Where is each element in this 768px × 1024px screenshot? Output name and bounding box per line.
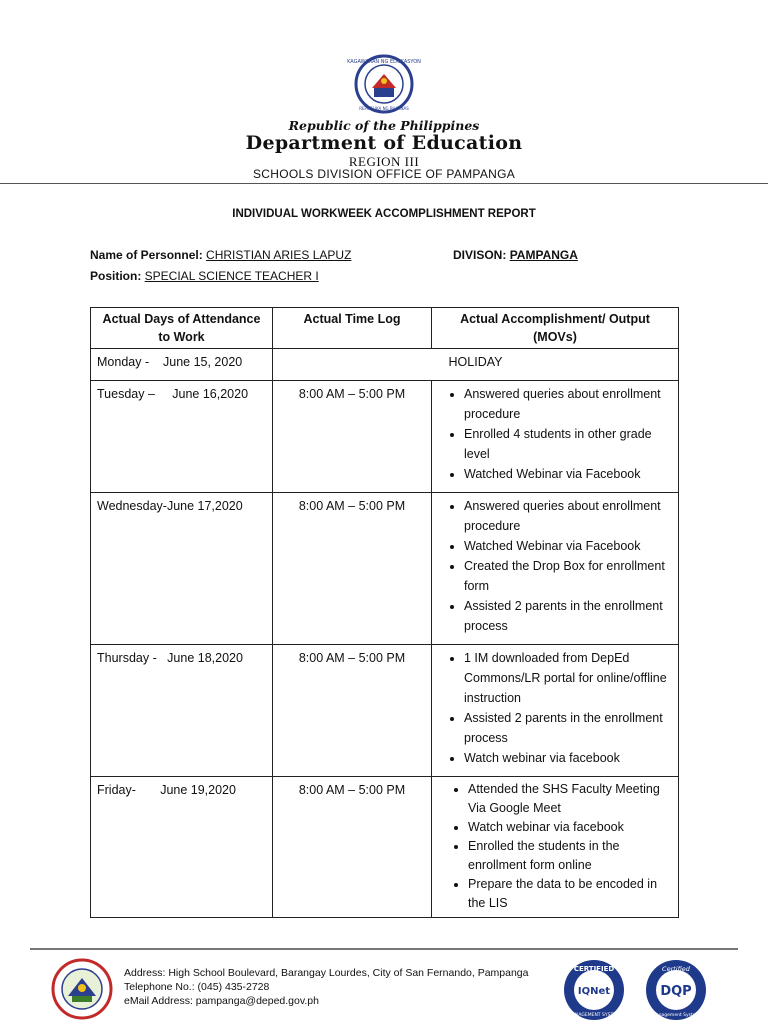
accomplishment-table	[90, 307, 679, 918]
time-cell: 8:00 AM – 5:00 PM	[273, 777, 432, 918]
region-heading: REGION III	[348, 154, 420, 169]
time-cell: 8:00 AM – 5:00 PM	[273, 381, 432, 493]
division-office-heading: SCHOOLS DIVISION OFFICE OF PAMPANGA	[252, 167, 516, 181]
list-item: • Watched Webinar via Facebook	[464, 536, 672, 556]
footer-telephone: Telephone No.: (045) 435-2728	[124, 981, 270, 993]
table-row	[91, 777, 679, 918]
seal-bottom-text: REPUBLIKA NG PILIPINAS	[359, 106, 409, 111]
list-item: • Answered queries about enrollment procedure	[464, 496, 672, 536]
output-cell	[432, 493, 679, 645]
report-title: INDIVIDUAL WORKWEEK ACCOMPLISHMENT REPORT	[232, 208, 536, 220]
table-row	[91, 645, 679, 777]
sdo-pampanga-seal-logo	[46, 958, 118, 1020]
output-cell	[432, 645, 679, 777]
list-item: • Created the Drop Box for enrollment form	[464, 556, 672, 596]
footer-divider	[30, 948, 738, 950]
cert1-brand-text: IQNet	[577, 986, 611, 997]
list-item: • Prepare the data to be encoded in the LIS	[468, 875, 672, 913]
division-value: PAMPANGA	[509, 248, 578, 262]
day-cell: Friday- June 19,2020	[91, 777, 273, 918]
name-value: CHRISTIAN ARIES LAPUZ	[206, 248, 352, 262]
day-cell: Wednesday-June 17,2020	[91, 493, 273, 645]
footer-contact	[124, 966, 529, 1008]
position-line	[90, 269, 319, 283]
holiday-cell: HOLIDAY	[273, 349, 679, 381]
personnel-name-line	[90, 248, 351, 262]
list-item: • Assisted 2 parents in the enrollment process	[464, 708, 672, 748]
output-cell	[432, 381, 679, 493]
list-item: • Enrolled 4 students in other grade level	[464, 424, 672, 464]
list-item: • Answered queries about enrollment procedure	[464, 384, 672, 424]
header-divider	[0, 183, 768, 184]
list-item: • Watch webinar via facebook	[464, 748, 672, 768]
department-heading: Department of Education	[245, 132, 523, 154]
position-value: SPECIAL SCIENCE TEACHER I	[144, 269, 319, 283]
day-cell: Tuesday – June 16,2020	[91, 381, 273, 493]
division-line	[453, 248, 578, 262]
header-days: Actual Days of Attendance to Work	[91, 308, 273, 349]
table-row	[91, 381, 679, 493]
deped-seal-logo	[346, 54, 422, 114]
dqp-certified-badge-icon	[636, 958, 716, 1022]
table-row	[91, 349, 679, 381]
header-accomplishment: Actual Accomplishment/ Output (MOVs)	[432, 308, 679, 349]
time-cell: 8:00 AM – 5:00 PM	[273, 493, 432, 645]
day-cell: Thursday - June 18,2020	[91, 645, 273, 777]
list-item: • Watch webinar via facebook	[468, 818, 672, 837]
output-cell	[432, 777, 679, 918]
list-item: • Enrolled the students in the enrollment form online	[468, 837, 672, 875]
division-label: DIVISON:	[453, 248, 507, 262]
cert2-bottom-text: Management System	[652, 1013, 700, 1018]
cert1-top-text: CERTIFIED	[573, 965, 615, 973]
list-item: • 1 IM downloaded from DepEd Commons/LR portal for online/offline instruction	[464, 648, 672, 708]
name-label: Name of Personnel:	[90, 248, 203, 262]
time-cell: 8:00 AM – 5:00 PM	[273, 645, 432, 777]
iqnet-certified-badge-icon	[558, 958, 630, 1022]
table-header-row	[91, 308, 679, 349]
cert1-bottom-text: MANAGEMENT SYSTEM	[568, 1013, 620, 1018]
footer-address: Address: High School Boulevard, Barangay Lourdes, City of San Fernando, Pampanga	[124, 967, 529, 979]
list-item: • Attended the SHS Faculty Meeting Via Google Meet	[468, 780, 672, 818]
seal-top-text: KAGAWARAN NG EDUKASYON	[347, 59, 421, 65]
table-row	[91, 493, 679, 645]
day-cell: Monday - June 15, 2020	[91, 349, 273, 381]
header-time-log: Actual Time Log	[273, 308, 432, 349]
list-item: • Assisted 2 parents in the enrollment process	[464, 596, 672, 636]
footer-email: eMail Address: pampanga@deped.gov.ph	[124, 995, 319, 1007]
cert2-brand-text: DQP	[660, 984, 692, 999]
list-item: • Watched Webinar via Facebook	[464, 464, 672, 484]
republic-heading: Republic of the Philippines	[288, 118, 480, 133]
cert2-top-text: Certified	[662, 965, 690, 973]
position-label: Position:	[90, 269, 142, 283]
